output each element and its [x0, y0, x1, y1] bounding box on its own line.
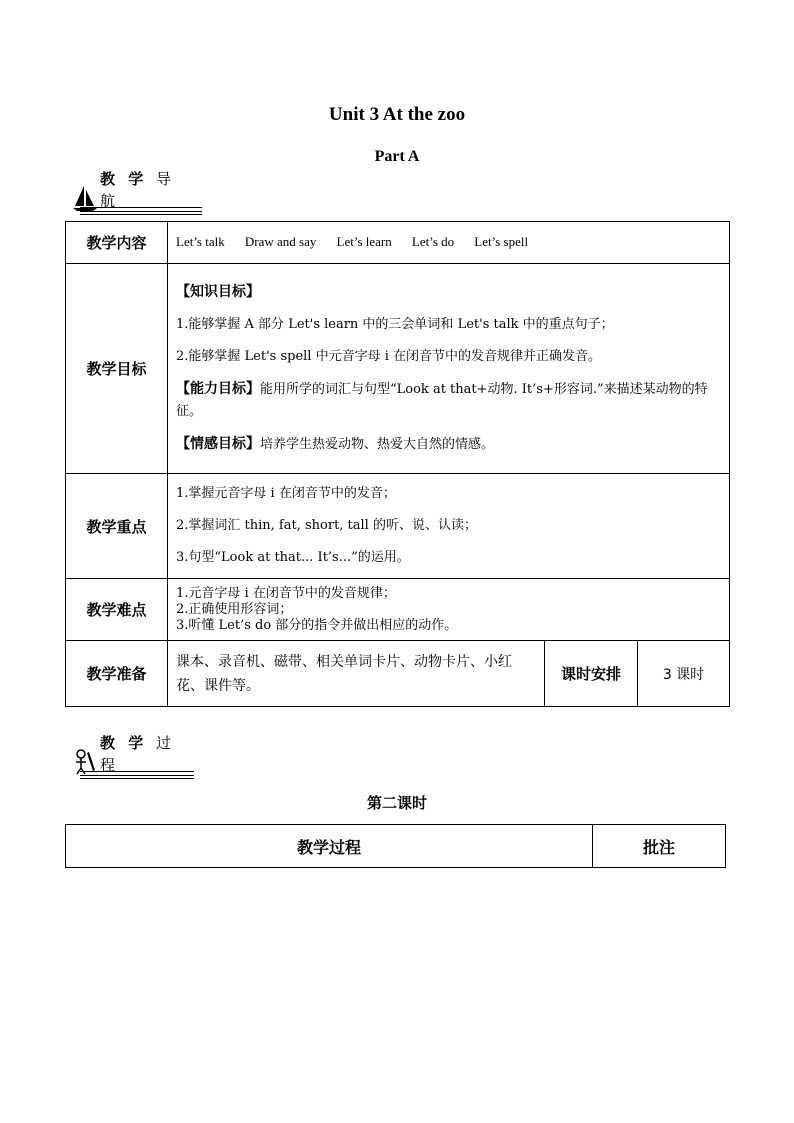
ability-objective-text: 能用所学的词汇与句型“Look at that+动物. It’s+形容词.”来描述某动物的特征。: [176, 382, 708, 419]
lesson-info-table: [65, 221, 730, 707]
teaching-guide-text: 教 学 导 航: [100, 170, 176, 210]
difficulty-1: 1.元音字母 i 在闭音节中的发音规律；: [176, 585, 396, 601]
document-subtitle: Part A: [374, 148, 420, 165]
label-schedule: 课时安排: [545, 641, 638, 707]
teaching-process-text: 教 学 过 程: [100, 734, 176, 774]
banner-underline: [80, 207, 202, 212]
key-point-1: 1.掌握元音字母 i 在闭音节中的发音；: [176, 486, 396, 501]
table-row: [66, 222, 730, 264]
difficulties-content: [168, 579, 730, 641]
lesson-item: Let’s do: [411, 234, 455, 249]
knowledge-objective-1: 1.能够掌握 A 部分 Let's learn 中的三会单词和 Let's talk 中的重点句子；: [176, 317, 614, 332]
lesson-item: Let’s spell: [474, 234, 529, 249]
label-difficulties: 教学难点: [66, 579, 168, 641]
difficulty-2: 2.正确使用形容词；: [176, 601, 293, 617]
emotion-objective-text: 培养学生热爱动物、热爱大自然的情感。: [260, 437, 495, 452]
knowledge-objective-2: 2.能够掌握 Let's spell 中元音字母 i 在闭音节中的发音规律并正确发音。: [176, 349, 602, 364]
banner-underline-2: [80, 214, 202, 215]
banner-underline: [80, 771, 194, 776]
schedule-value: 3 课时: [638, 641, 730, 707]
preparation-content: 课本、录音机、磁带、相关单词卡片、动物卡片、小红花、课件等。: [168, 641, 545, 707]
ability-objective-heading: 【能力目标】: [176, 381, 260, 397]
document-title: Unit 3 At the zoo: [328, 104, 466, 125]
teaching-guide-banner: [72, 170, 202, 212]
difficulty-3: 3.听懂 Let’s do 部分的指令并做出相应的动作。: [176, 617, 458, 633]
label-teaching-objectives: 教学目标: [66, 264, 168, 474]
table-row: [66, 825, 726, 868]
table-row: [66, 264, 730, 474]
lesson-item: Let’s learn: [336, 234, 392, 249]
knowledge-objective-heading: 【知识目标】: [176, 284, 260, 300]
key-point-2: 2.掌握词汇 thin, fat, short, tall 的听、说、认读；: [176, 518, 477, 533]
table-row: [66, 579, 730, 641]
key-points-content: [168, 474, 730, 579]
key-point-3: 3.句型“Look at that... It’s...”的运用。: [176, 550, 410, 565]
banner-underline-2: [80, 778, 194, 779]
label-preparation: 教学准备: [66, 641, 168, 707]
lessons-list: [168, 222, 730, 264]
emotion-objective-heading: 【情感目标】: [176, 436, 260, 452]
objectives-content: [168, 264, 730, 474]
process-column-header: 教学过程: [66, 825, 593, 868]
table-row: [66, 474, 730, 579]
label-key-points: 教学重点: [66, 474, 168, 579]
teaching-process-banner: [72, 734, 194, 776]
table-row: [66, 641, 730, 707]
notes-column-header: 批注: [593, 825, 726, 868]
section-title: 第二课时: [366, 794, 427, 812]
lesson-item: Let’s talk: [176, 234, 225, 249]
process-table: [65, 824, 726, 868]
label-teaching-content: 教学内容: [66, 222, 168, 264]
lesson-item: Draw and say: [244, 234, 317, 249]
